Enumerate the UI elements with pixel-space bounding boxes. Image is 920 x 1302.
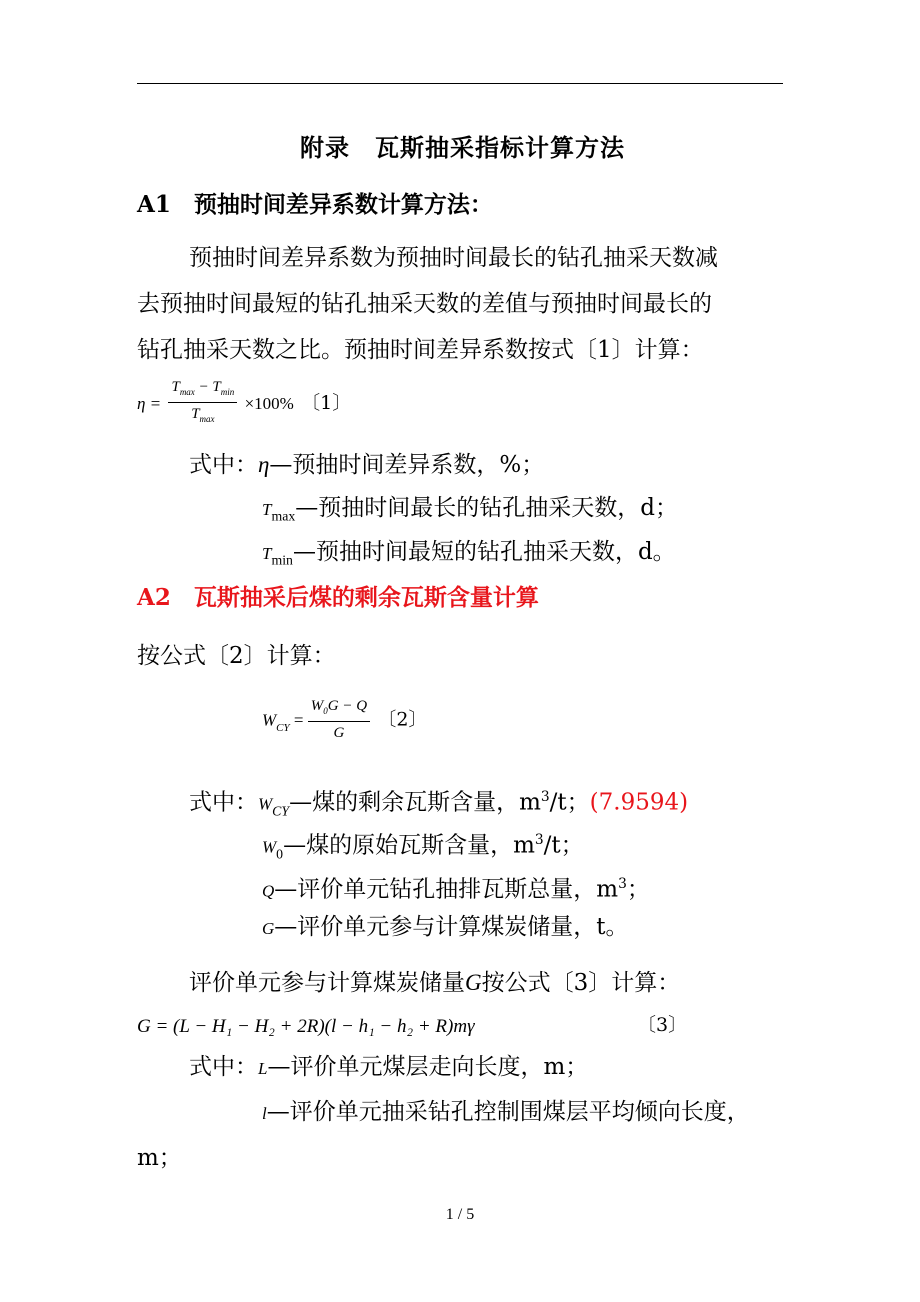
a1-para-line-1: 预抽时间差异系数为预抽时间最长的钻孔抽采天数减 — [189, 245, 718, 271]
a1-para-line-3: 钻孔抽采天数之比。预抽时间差异系数按式〔1〕计算： — [137, 337, 704, 363]
equation-1 — [137, 378, 351, 428]
section-a1-heading: A1 预抽时间差异系数计算方法： — [137, 191, 493, 218]
a2-def3-2-wrap: m； — [137, 1145, 182, 1171]
a2-def-3: Q—评价单元钻孔抽排瓦斯总量，$m^3$； — [262, 876, 650, 903]
a2-def-1: 式中：$W_{CY}—$煤的剩余瓦斯含量，$m^3/t$；(7.9594) — [189, 789, 689, 819]
a1-def-3: $T_{min}—$预抽时间最短的钻孔抽采天数，d。 — [262, 539, 676, 568]
a2-def-4: G—评价单元参与计算煤炭储量，t。 — [262, 914, 629, 940]
a2-def3-2: l—评价单元抽采钻孔控制围煤层平均倾向长度， — [262, 1099, 750, 1125]
section-a2-heading: A2 瓦斯抽采后煤的剩余瓦斯含量计算 — [137, 584, 539, 611]
eq2-fraction: $\frac{W_0G - Q}{G}$ — [308, 697, 370, 742]
page-number: 1 / 5 — [445, 1206, 475, 1223]
page-title: 附录 瓦斯抽采指标计算方法 — [300, 133, 625, 162]
a2-def3-1: 式中：L—评价单元煤层走向长度，m； — [189, 1054, 589, 1080]
residual-gas-value: (7.9594) — [589, 789, 689, 816]
equation-3: G = (L − H₁ − H₂ + 2R)(l − h₁ − h₂ + R)mγ — [137, 1016, 475, 1037]
a1-def-1: 式中：η—预抽时间差异系数，%； — [189, 452, 545, 478]
eq1-times: ×100% — [244, 394, 294, 413]
header-rule — [137, 83, 783, 84]
a1-def-2: $T_{max}—$预抽时间最长的钻孔抽采天数，d； — [262, 495, 678, 524]
a1-para-line-2: 去预抽时间最短的钻孔抽采天数的差值与预抽时间最长的 — [137, 291, 712, 317]
a2-intro: 按公式〔2〕计算： — [137, 643, 336, 669]
eq1-lhs: η = — [137, 394, 162, 413]
eq1-label: 〔1〕 — [301, 392, 352, 414]
a2-def-2: $W_0—$煤的原始瓦斯含量，$m^3/t$； — [262, 832, 584, 862]
equation-2: $W_{CY}$ = $\frac{W_0G - Q}{G}$ 〔2〕 — [262, 698, 428, 741]
g-para: 评价单元参与计算煤炭储量G按公式〔3〕计算： — [189, 970, 681, 996]
eq3-label: 〔3〕 — [637, 1014, 688, 1036]
eq1-fraction: $\frac{T_{max} - T_{min}}{T_{max}}$ — [168, 378, 237, 428]
eq2-label: 〔2〕 — [377, 708, 428, 731]
